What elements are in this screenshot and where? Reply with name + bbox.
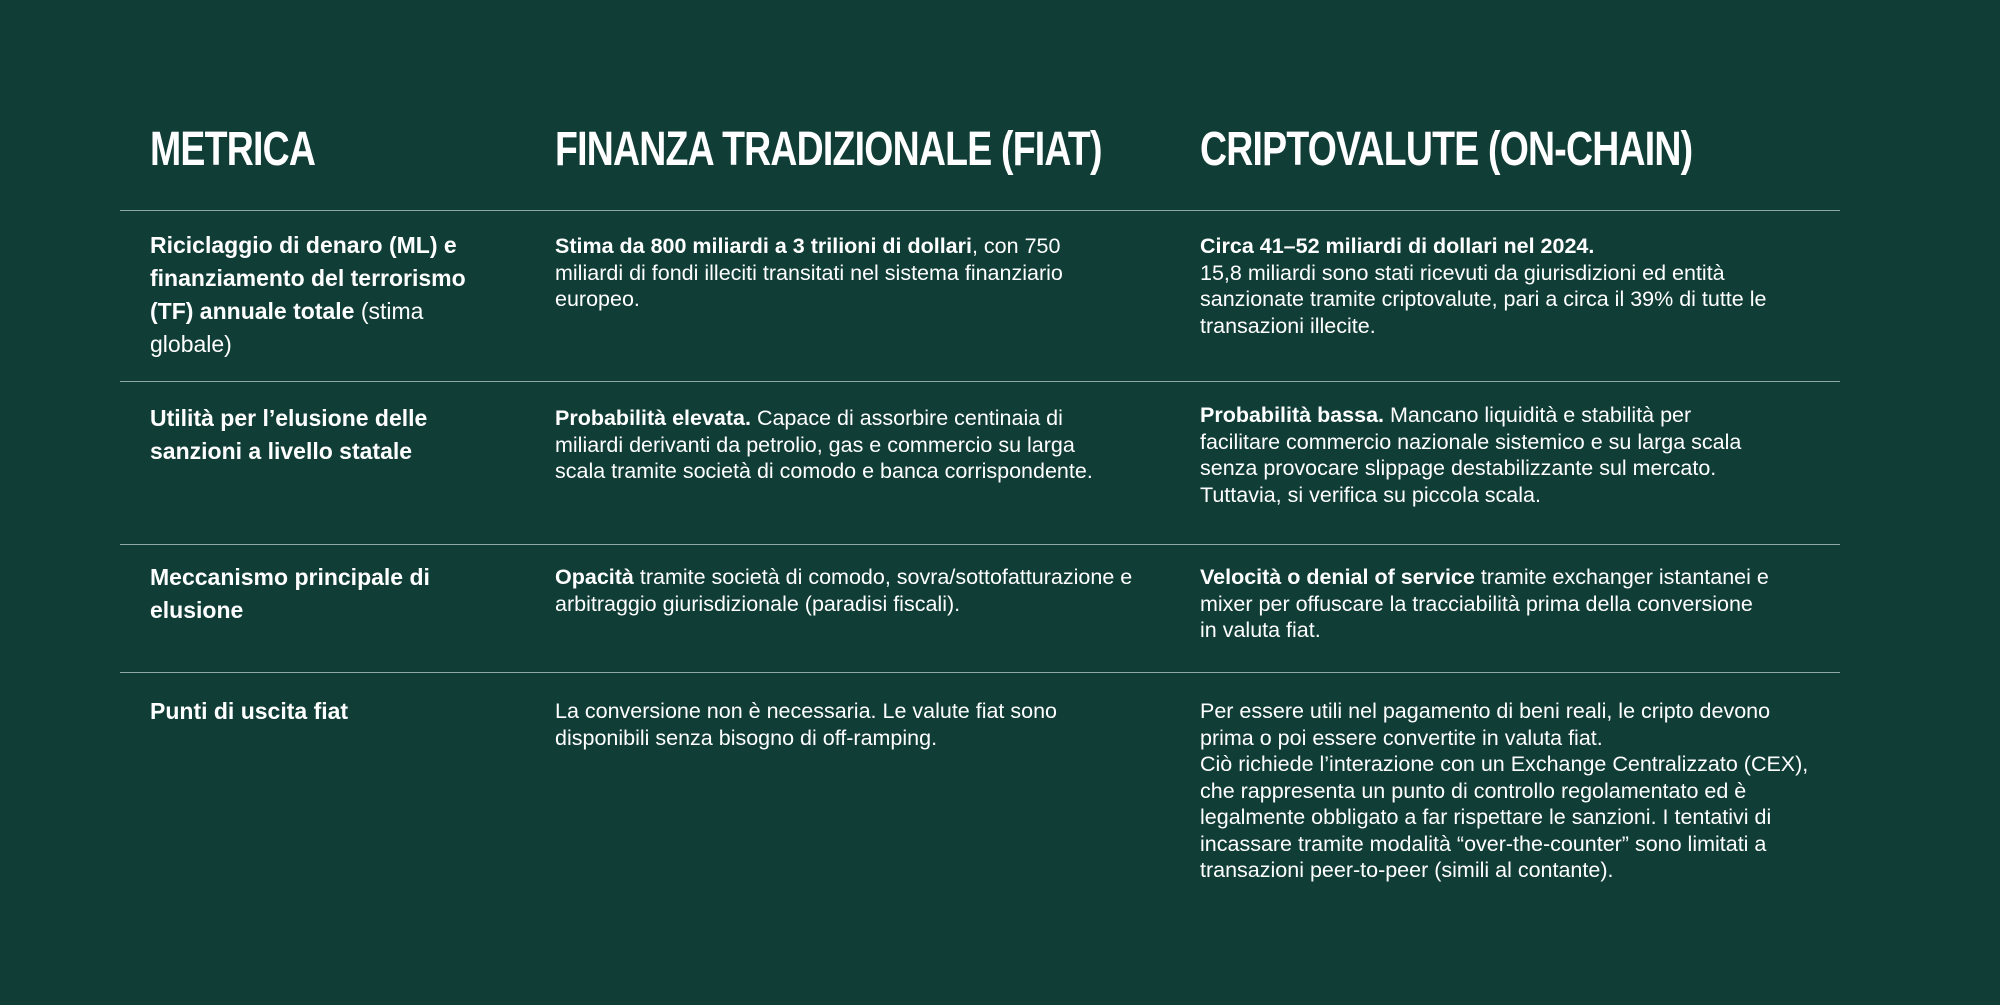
crypto-text: 15,8 miliardi sono stati ricevuti da giurisdizioni ed entità sanzionate tramite criptovalute, pari a circa il 39% di tutte le transazioni illecite. — [1200, 260, 1767, 338]
table-header — [120, 118, 1840, 211]
crypto-text: tramite exchanger istantanei e mixer per offuscare la tracciabilità prima della conversione in valuta fiat. — [1200, 565, 1769, 642]
fiat-cell — [525, 673, 1170, 923]
fiat-cell — [525, 545, 1170, 672]
header-fiat: FINANZA TRADIZIONALE (FIAT) — [555, 123, 1102, 176]
metric-label: Punti di uscita fiat — [150, 698, 349, 724]
crypto-cell — [1170, 545, 1840, 672]
crypto-highlight: Circa 41–52 miliardi di dollari nel 2024. — [1200, 234, 1595, 258]
fiat-text: La conversione non è necessaria. Le valute fiat sono disponibili senza bisogno di off-ramping. — [555, 699, 1057, 750]
metric-cell — [120, 382, 525, 544]
metric-label: Meccanismo principale di elusione — [150, 564, 430, 623]
fiat-highlight: Probabilità elevata. — [555, 406, 751, 430]
metric-cell — [120, 673, 525, 923]
fiat-text: tramite società di comodo, sovra/sottofatturazione e arbitraggio giurisdizionale (paradisi fiscali). — [555, 565, 1133, 616]
fiat-cell — [525, 382, 1170, 544]
crypto-text: Per essere utili nel pagamento di beni reali, le cripto devono prima o poi essere convertite in valuta fiat. — [1200, 699, 1771, 750]
metric-cell — [120, 545, 525, 672]
comparison-table — [120, 118, 1840, 923]
table-row — [120, 673, 1840, 923]
metric-cell — [120, 211, 525, 381]
metric-label: Riciclaggio di denaro (ML) e finanziamento del terrorismo (TF) annuale totale — [150, 232, 466, 324]
table-row — [120, 211, 1840, 382]
crypto-cell — [1170, 673, 1840, 923]
crypto-cell — [1170, 382, 1840, 544]
fiat-text: Capace di assorbire centinaia di miliardi derivanti da petrolio, gas e commercio su larga scala tramite società di comodo e banca corrispondente. — [555, 406, 1093, 483]
crypto-highlight: Velocità o denial of service — [1200, 565, 1475, 589]
crypto-highlight: Probabilità bassa. — [1200, 403, 1385, 427]
metric-note: (stima globale) — [150, 298, 424, 357]
metric-label: Utilità per l’elusione delle sanzioni a livello statale — [150, 405, 428, 464]
table-row — [120, 545, 1840, 673]
fiat-text: , con 750 miliardi di fondi illeciti transitati nel sistema finanziario europeo. — [555, 234, 1063, 311]
table-row — [120, 382, 1840, 545]
fiat-highlight: Stima da 800 miliardi a 3 trilioni di dollari — [555, 234, 972, 258]
crypto-text: Ciò richiede l’interazione con un Exchange Centralizzato (CEX), che rappresenta un punto di controllo regolamentato ed è legalmente obbligato a far rispettare le sanzioni. I tentativi di incassare tramite modalità “over-the-counter” sono limitati a transazioni peer-to-peer (simili al contante). — [1200, 752, 1809, 882]
crypto-cell — [1170, 211, 1840, 381]
header-crypto: CRIPTOVALUTE (ON-CHAIN) — [1200, 123, 1693, 176]
header-metric: METRICA — [150, 123, 316, 176]
fiat-cell — [525, 211, 1170, 381]
crypto-text: Mancano liquidità e stabilità per facilitare commercio nazionale sistemico e su larga scala senza provocare slippage destabilizzante sul mercato. Tuttavia, si verifica su piccola scala. — [1200, 403, 1742, 507]
fiat-highlight: Opacità — [555, 565, 634, 589]
